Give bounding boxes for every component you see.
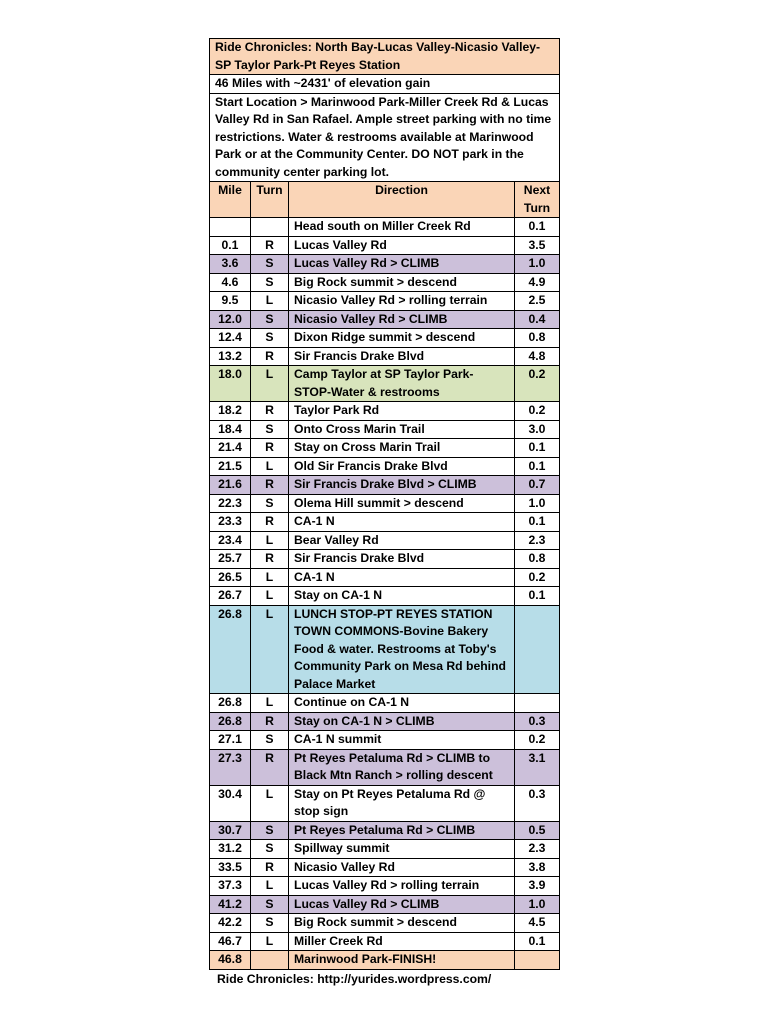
- cue-mile: 3.6: [210, 255, 251, 274]
- cue-direction: Lucas Valley Rd > rolling terrain: [289, 877, 515, 896]
- cue-row: [210, 712, 560, 731]
- cue-row: [210, 366, 560, 402]
- cue-turn: L: [251, 568, 289, 587]
- cue-next-turn: 0.2: [515, 568, 560, 587]
- cue-turn: [251, 218, 289, 237]
- cue-row: [210, 292, 560, 311]
- cue-direction: LUNCH STOP-PT REYES STATION TOWN COMMONS-Bovine Bakery Food & water. Restrooms at Toby's Community Park on Mesa Rd behind Palace Market: [289, 605, 515, 694]
- cue-direction: Dixon Ridge summit > descend: [289, 329, 515, 348]
- cue-turn: S: [251, 310, 289, 329]
- cue-row: [210, 218, 560, 237]
- cue-turn: R: [251, 712, 289, 731]
- cue-mile: 42.2: [210, 914, 251, 933]
- cue-next-turn: 3.0: [515, 420, 560, 439]
- cue-direction: CA-1 N summit: [289, 731, 515, 750]
- cue-turn: S: [251, 731, 289, 750]
- cue-row: [210, 568, 560, 587]
- cue-turn: R: [251, 513, 289, 532]
- cue-mile: 18.2: [210, 402, 251, 421]
- cue-mile: 23.4: [210, 531, 251, 550]
- cue-row: [210, 858, 560, 877]
- header-direction: Direction: [289, 182, 515, 218]
- cue-direction: Sir Francis Drake Blvd > CLIMB: [289, 476, 515, 495]
- cue-turn: S: [251, 895, 289, 914]
- cue-mile: 26.8: [210, 712, 251, 731]
- cue-direction: Onto Cross Marin Trail: [289, 420, 515, 439]
- cue-row: [210, 694, 560, 713]
- cue-mile: 21.5: [210, 457, 251, 476]
- cue-next-turn: 4.9: [515, 273, 560, 292]
- cue-row: [210, 821, 560, 840]
- cue-next-turn: 0.3: [515, 785, 560, 821]
- cue-row: [210, 494, 560, 513]
- cue-turn: S: [251, 821, 289, 840]
- cue-next-turn: 0.4: [515, 310, 560, 329]
- cue-direction: Pt Reyes Petaluma Rd > CLIMB: [289, 821, 515, 840]
- cue-mile: 26.5: [210, 568, 251, 587]
- cue-row: [210, 550, 560, 569]
- cue-next-turn: 0.8: [515, 329, 560, 348]
- start-location: Start Location > Marinwood Park-Miller Creek Rd & Lucas Valley Rd in San Rafael. Ample street parking with no time restrictions. Water & restrooms available at Marinwood Park or at the Community Center. DO NOT park in the community center parking lot.: [210, 93, 560, 182]
- cue-turn: S: [251, 914, 289, 933]
- cue-row: [210, 587, 560, 606]
- cue-sheet: [209, 38, 559, 988]
- cue-next-turn: 0.5: [515, 821, 560, 840]
- cue-next-turn: 3.9: [515, 877, 560, 896]
- cue-direction: Pt Reyes Petaluma Rd > CLIMB to Black Mtn Ranch > rolling descent: [289, 749, 515, 785]
- cue-row: [210, 236, 560, 255]
- cue-mile: 30.4: [210, 785, 251, 821]
- cue-table: [209, 38, 560, 970]
- cue-turn: L: [251, 587, 289, 606]
- cue-turn: R: [251, 236, 289, 255]
- cue-next-turn: 0.7: [515, 476, 560, 495]
- cue-row: [210, 273, 560, 292]
- cue-next-turn: 0.8: [515, 550, 560, 569]
- cue-next-turn: 4.8: [515, 347, 560, 366]
- cue-turn: L: [251, 531, 289, 550]
- cue-row: [210, 347, 560, 366]
- cue-direction: Bear Valley Rd: [289, 531, 515, 550]
- cue-direction: Big Rock summit > descend: [289, 273, 515, 292]
- cue-mile: 12.4: [210, 329, 251, 348]
- cue-mile: 12.0: [210, 310, 251, 329]
- cue-turn: L: [251, 785, 289, 821]
- cue-direction: CA-1 N: [289, 568, 515, 587]
- cue-mile: 4.6: [210, 273, 251, 292]
- cue-next-turn: 0.1: [515, 513, 560, 532]
- cue-direction: Marinwood Park-FINISH!: [289, 951, 515, 970]
- cue-next-turn: [515, 694, 560, 713]
- cue-next-turn: 0.1: [515, 218, 560, 237]
- cue-mile: 31.2: [210, 840, 251, 859]
- cue-direction: Spillway summit: [289, 840, 515, 859]
- cue-row: [210, 914, 560, 933]
- cue-row: [210, 877, 560, 896]
- cue-turn: L: [251, 694, 289, 713]
- cue-mile: 9.5: [210, 292, 251, 311]
- cue-turn: R: [251, 402, 289, 421]
- cue-turn: R: [251, 476, 289, 495]
- cue-turn: [251, 951, 289, 970]
- header-mile: Mile: [210, 182, 251, 218]
- cue-mile: 0.1: [210, 236, 251, 255]
- cue-turn: S: [251, 494, 289, 513]
- cue-mile: 30.7: [210, 821, 251, 840]
- cue-row: [210, 402, 560, 421]
- cue-direction: Stay on CA-1 N: [289, 587, 515, 606]
- cue-next-turn: [515, 605, 560, 694]
- ride-summary: 46 Miles with ~2431' of elevation gain: [210, 75, 560, 94]
- cue-direction: CA-1 N: [289, 513, 515, 532]
- cue-turn: R: [251, 858, 289, 877]
- cue-mile: 21.4: [210, 439, 251, 458]
- cue-direction: Stay on Pt Reyes Petaluma Rd @ stop sign: [289, 785, 515, 821]
- cue-direction: Sir Francis Drake Blvd: [289, 347, 515, 366]
- cue-turn: S: [251, 255, 289, 274]
- cue-mile: 33.5: [210, 858, 251, 877]
- cue-mile: 27.3: [210, 749, 251, 785]
- cue-row: [210, 310, 560, 329]
- cue-next-turn: 0.2: [515, 402, 560, 421]
- cue-row: [210, 531, 560, 550]
- cue-row: [210, 476, 560, 495]
- cue-direction: Camp Taylor at SP Taylor Park-STOP-Water & restrooms: [289, 366, 515, 402]
- cue-row: [210, 785, 560, 821]
- ride-title: Ride Chronicles: North Bay-Lucas Valley-Nicasio Valley-SP Taylor Park-Pt Reyes Station: [210, 39, 560, 75]
- cue-next-turn: 3.8: [515, 858, 560, 877]
- cue-turn: S: [251, 840, 289, 859]
- cue-direction: Nicasio Valley Rd: [289, 858, 515, 877]
- cue-direction: Stay on Cross Marin Trail: [289, 439, 515, 458]
- cue-next-turn: 2.5: [515, 292, 560, 311]
- header-turn: Turn: [251, 182, 289, 218]
- cue-next-turn: 2.3: [515, 531, 560, 550]
- cue-next-turn: 0.1: [515, 457, 560, 476]
- cue-next-turn: 2.3: [515, 840, 560, 859]
- cue-mile: 46.8: [210, 951, 251, 970]
- cue-mile: 18.0: [210, 366, 251, 402]
- cue-mile: 25.7: [210, 550, 251, 569]
- cue-next-turn: 1.0: [515, 494, 560, 513]
- cue-next-turn: 0.1: [515, 587, 560, 606]
- cue-mile: 41.2: [210, 895, 251, 914]
- cue-row: [210, 951, 560, 970]
- cue-row: [210, 457, 560, 476]
- cue-direction: Nicasio Valley Rd > CLIMB: [289, 310, 515, 329]
- cue-next-turn: 0.2: [515, 731, 560, 750]
- cue-direction: Miller Creek Rd: [289, 932, 515, 951]
- cue-mile: 13.2: [210, 347, 251, 366]
- footer-credit: Ride Chronicles: http://yurides.wordpress.com/: [217, 971, 492, 986]
- cue-next-turn: 3.5: [515, 236, 560, 255]
- cue-direction: Stay on CA-1 N > CLIMB: [289, 712, 515, 731]
- cue-direction: Old Sir Francis Drake Blvd: [289, 457, 515, 476]
- cue-row: [210, 840, 560, 859]
- cue-row: [210, 420, 560, 439]
- cue-turn: L: [251, 605, 289, 694]
- cue-turn: R: [251, 439, 289, 458]
- cue-next-turn: 0.1: [515, 439, 560, 458]
- cue-turn: R: [251, 347, 289, 366]
- cue-direction: Sir Francis Drake Blvd: [289, 550, 515, 569]
- cue-turn: L: [251, 292, 289, 311]
- cue-direction: Big Rock summit > descend: [289, 914, 515, 933]
- cue-next-turn: [515, 951, 560, 970]
- cue-row: [210, 439, 560, 458]
- cue-direction: Head south on Miller Creek Rd: [289, 218, 515, 237]
- cue-mile: 26.7: [210, 587, 251, 606]
- cue-mile: 46.7: [210, 932, 251, 951]
- cue-next-turn: 4.5: [515, 914, 560, 933]
- cue-direction: Olema Hill summit > descend: [289, 494, 515, 513]
- cue-mile: 26.8: [210, 694, 251, 713]
- cue-row: [210, 513, 560, 532]
- cue-row: [210, 749, 560, 785]
- cue-turn: L: [251, 366, 289, 402]
- cue-row: [210, 932, 560, 951]
- cue-mile: [210, 218, 251, 237]
- cue-mile: 18.4: [210, 420, 251, 439]
- cue-mile: 23.3: [210, 513, 251, 532]
- cue-turn: L: [251, 932, 289, 951]
- cue-turn: S: [251, 273, 289, 292]
- cue-mile: 27.1: [210, 731, 251, 750]
- cue-row: [210, 255, 560, 274]
- cue-turn: S: [251, 420, 289, 439]
- cue-direction: Taylor Park Rd: [289, 402, 515, 421]
- cue-next-turn: 0.3: [515, 712, 560, 731]
- cue-mile: 21.6: [210, 476, 251, 495]
- cue-mile: 37.3: [210, 877, 251, 896]
- cue-mile: 22.3: [210, 494, 251, 513]
- cue-turn: L: [251, 457, 289, 476]
- cue-direction: Continue on CA-1 N: [289, 694, 515, 713]
- cue-turn: S: [251, 329, 289, 348]
- cue-next-turn: 1.0: [515, 895, 560, 914]
- cue-turn: R: [251, 749, 289, 785]
- cue-row: [210, 605, 560, 694]
- cue-mile: 26.8: [210, 605, 251, 694]
- cue-turn: L: [251, 877, 289, 896]
- cue-direction: Nicasio Valley Rd > rolling terrain: [289, 292, 515, 311]
- cue-row: [210, 731, 560, 750]
- cue-next-turn: 1.0: [515, 255, 560, 274]
- header-next-turn: Next Turn: [515, 182, 560, 218]
- cue-next-turn: 3.1: [515, 749, 560, 785]
- cue-next-turn: 0.2: [515, 366, 560, 402]
- cue-row: [210, 895, 560, 914]
- cue-direction: Lucas Valley Rd > CLIMB: [289, 255, 515, 274]
- cue-turn: R: [251, 550, 289, 569]
- cue-direction: Lucas Valley Rd > CLIMB: [289, 895, 515, 914]
- cue-next-turn: 0.1: [515, 932, 560, 951]
- cue-direction: Lucas Valley Rd: [289, 236, 515, 255]
- cue-row: [210, 329, 560, 348]
